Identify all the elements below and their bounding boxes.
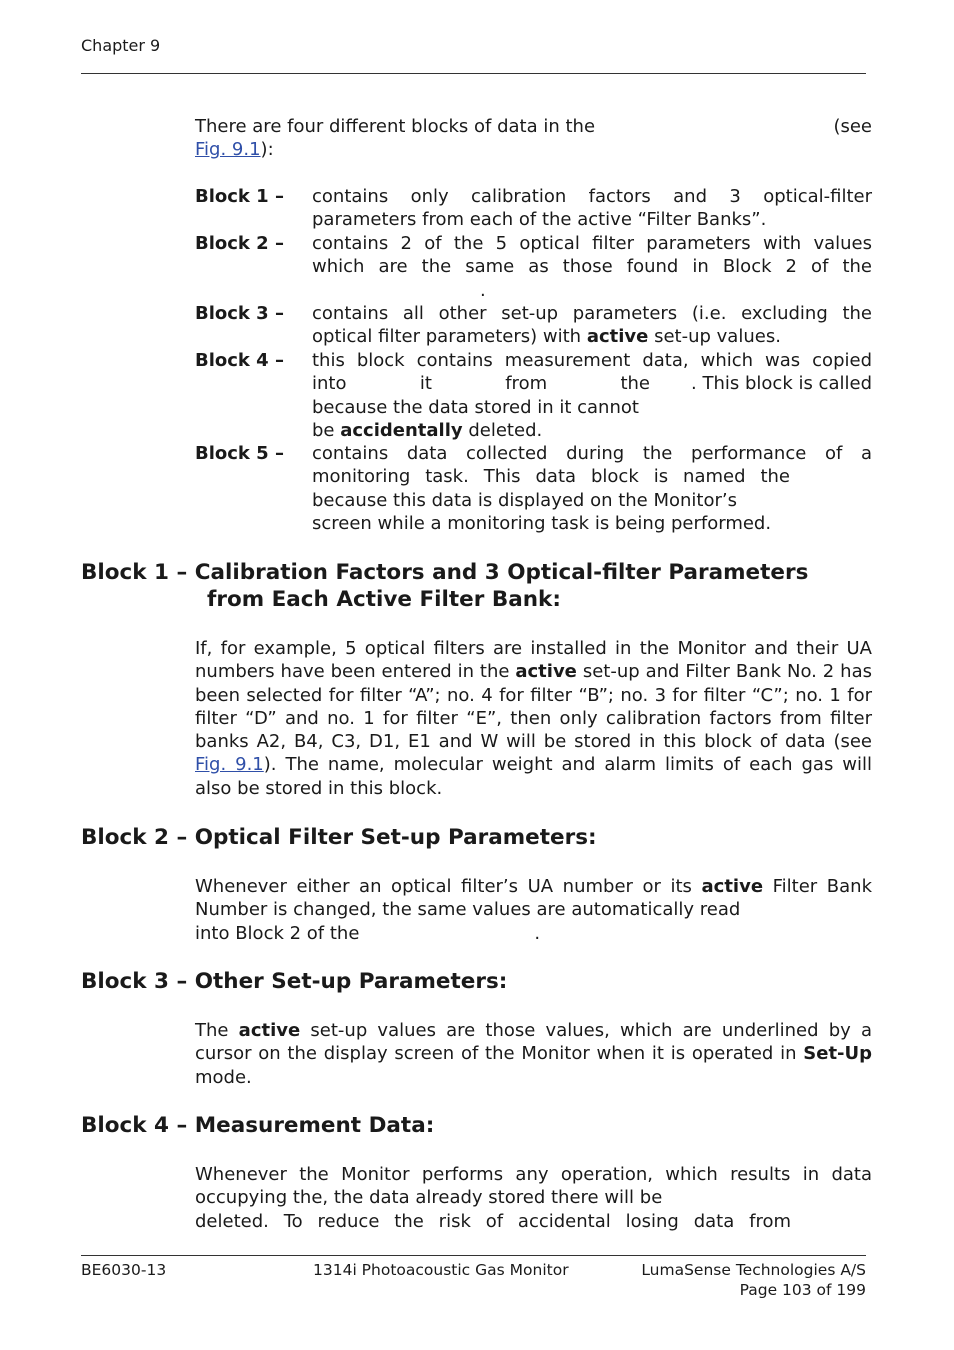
block-2-item	[195, 232, 872, 302]
active-emphasis: active	[701, 876, 764, 897]
active-emphasis: active	[586, 326, 649, 348]
block-1-label: Block 1 –	[195, 186, 284, 207]
section-4-line2b: , the data already stored there will be	[322, 1187, 663, 1209]
block-1-item	[195, 185, 872, 232]
block-3-text: contains all other set-up parameters (i.e. excluding the optical filter parameters) with active set-up values.	[312, 303, 872, 348]
intro-text-b: (see	[833, 116, 872, 137]
section-1-heading-line1: Block 1 – Calibration Factors and 3 Optical-filter Parameters	[81, 560, 809, 585]
footer-company-block	[600, 1261, 866, 1300]
footer-company: LumaSense Technologies A/S	[641, 1261, 866, 1279]
section-2-heading: Block 2 – Optical Filter Set-up Parameters:	[81, 825, 597, 850]
fig-link[interactable]: Fig. 9.1	[195, 139, 261, 161]
block-5-line2: monitoring task. This data block is named the	[312, 466, 790, 488]
block-4-line3: because the data stored in it cannot	[312, 396, 639, 418]
intro-text-a: There are four different blocks of data in the	[195, 116, 596, 137]
block-2-line1: contains 2 of the 5 optical filter parameters with values	[312, 233, 872, 254]
section-4-paragraph	[195, 1163, 872, 1233]
block-3-label: Block 3 –	[195, 303, 284, 324]
fig-link[interactable]: Fig. 9.1	[195, 754, 264, 776]
block-4-line2b: . This block is called	[691, 373, 872, 395]
footer-page-number: Page 103 of 199	[739, 1280, 866, 1299]
section-1-paragraph: If, for example, 5 optical filters are installed in the Monitor and their UA numbers have been entered in the active set-up and Filter Bank No. 2 has been selected for filter “A”; no. 4 for filter “B”; no. 3 for filter “C”; no. 1 for filter “D” and no. 1 for filter “E”, then only calibration factors from filter banks A2, B4, C3, D1, E1 and W will be stored in this block of data (see Fig. 9.1). The name, molecular weight and alarm limits of each gas will also be stored in this block.	[195, 638, 872, 799]
block-5-line1: contains data collected during the performance of a	[312, 443, 872, 464]
block-5-line3: because this data is displayed on the Monitor’s	[312, 489, 738, 511]
block-5-item	[195, 442, 872, 535]
footer-doc-id: BE6030-13	[81, 1261, 167, 1279]
active-emphasis: active	[238, 1020, 301, 1041]
block-4-line2a: into it from the	[312, 373, 650, 395]
section-2-paragraph: Whenever either an optical filter’s UA number or its active Filter Bank Number is changed, the same values are automatically read into Block 2 of the .	[195, 876, 872, 944]
section-3-heading: Block 3 – Other Set-up Parameters:	[81, 969, 508, 994]
block-4-label: Block 4 –	[195, 350, 284, 371]
block-4-line1: this block contains measurement data, which was copied	[312, 350, 872, 371]
intro-paragraph	[195, 115, 872, 162]
section-3-paragraph: The active set-up values are those values, which are underlined by a cursor on the display screen of the Monitor when it is operated in Set-Up mode.	[195, 1020, 873, 1088]
block-1-text: contains only calibration factors and 3 optical-filter parameters from each of the active “Filter Banks”.	[312, 186, 872, 231]
section-1-heading	[81, 559, 808, 613]
block-2-line2: which are the same as those found in Block 2 of the	[312, 256, 872, 278]
footer-product: 1314i Photoacoustic Gas Monitor	[313, 1261, 569, 1279]
block-3-item	[195, 302, 872, 349]
section-4-line1: Whenever the Monitor performs any operation, which results in data	[195, 1164, 872, 1185]
intro-text-c: ):	[260, 139, 274, 161]
setup-emphasis: Set-Up	[803, 1043, 873, 1065]
footer-rule	[81, 1255, 866, 1256]
header-rule	[81, 73, 866, 74]
block-4-line4: be accidentally deleted.	[312, 419, 543, 441]
section-4-line2a: occupying the	[195, 1187, 323, 1209]
chapter-header: Chapter 9	[81, 36, 161, 55]
section-4-heading: Block 4 – Measurement Data:	[81, 1113, 435, 1138]
block-2-label: Block 2 –	[195, 233, 284, 254]
section-4-line3: deleted. To reduce the risk of accidental losing data from	[195, 1210, 791, 1232]
block-5-line4: screen while a monitoring task is being performed.	[312, 512, 772, 534]
section-1-heading-line2: from Each Active Filter Bank:	[207, 587, 561, 612]
active-emphasis: active	[515, 661, 577, 683]
accidentally-emphasis: accidentally	[340, 419, 463, 441]
block-5-label: Block 5 –	[195, 443, 284, 464]
block-4-item	[195, 349, 872, 442]
block-2-tail: .	[480, 279, 486, 301]
